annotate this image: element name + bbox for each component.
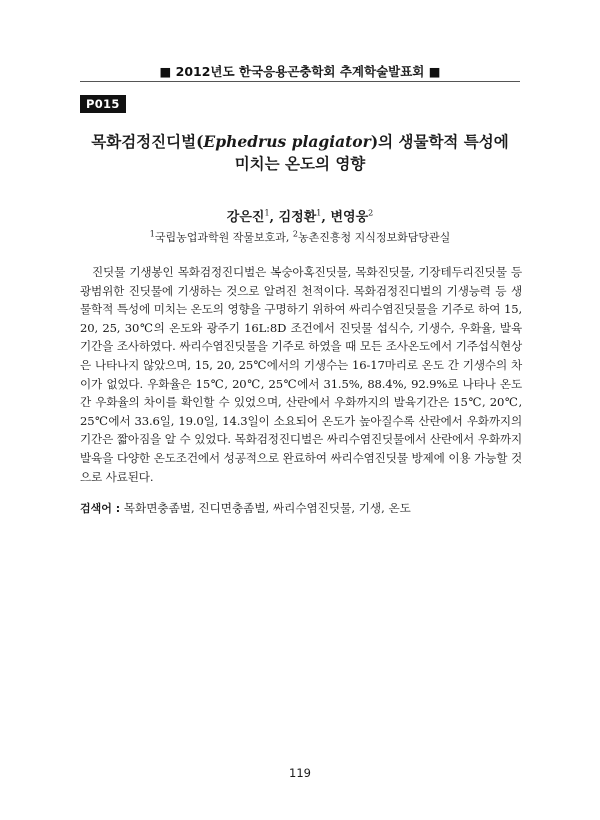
author-affil-mark: 1 xyxy=(264,208,270,218)
page-number: 119 xyxy=(289,766,311,780)
author-separator: , xyxy=(321,210,331,225)
author-affil-mark: 2 xyxy=(368,208,374,218)
affiliation: 농촌진흥청 지식정보화담당관실 xyxy=(297,231,451,244)
paper-title xyxy=(80,131,520,175)
author-affil-mark: 1 xyxy=(316,208,322,218)
poster-id-badge: P015 xyxy=(80,95,126,113)
author-name: 변영웅 xyxy=(330,210,369,225)
title-prefix: 목화검정진디벌( xyxy=(91,132,204,151)
title-suffix: )의 생물학적 특성에 xyxy=(370,132,509,151)
affil-mark: 1 xyxy=(149,229,155,239)
author-name: 김정환 xyxy=(278,210,317,225)
title-line2: 미치는 온도의 영향 xyxy=(234,154,366,173)
author-name: 강은진 xyxy=(226,210,265,225)
author-separator: , xyxy=(269,210,279,225)
affil-mark: 2 xyxy=(292,229,298,239)
header-divider xyxy=(80,81,520,82)
keywords xyxy=(80,500,520,516)
abstract-body: 진딧물 기생봉인 목화검정진디벌은 복숭아혹진딧물, 목화진딧물, 기장테두리진딧물 등 광범위한 진딧물에 기생하는 것으로 알려진 천적이다. 목화검정진디벌의 기생능력 등 생물학적 특성에 미치는 온도의 영향을 구명하기 위하여 싸리수염진딧물을 기주로 하여 15, 20, 25, 30℃의 온도와 광주기 16L:8D 조건에서 진딧물 섭식수, 기생수, 우화율, 발육기간을 조사하였다. 싸리수염진딧물을 기주로 하였을 때 모든 조사온도에서 기주섭식현상은 나타나지 않았으며, 15, 20, 25℃에서의 기생수는 16-17마리로 온도 간 기생수의 차이가 없었다. 우화율은 15℃, 20℃, 25℃에서 31.5%, 88.4%, 92.9%로 나타나 온도 간 우화율의 차이를 확인할 수 있었으며, 산란에서 우화까지의 발육기간은 15℃, 20℃, 25℃에서 33.6일, 19.0일, 14.3일이 소요되어 온도가 높아질수록 산란에서 우화까지의 기간은 짧아짐을 알 수 있었다. 목화검정진디벌은 싸리수염진딧물에서 산란에서 우화까지 발육을 다양한 온도조건에서 성공적으로 완료하여 싸리수염진딧물 방제에 이용 가능할 것으로 사료된다. xyxy=(80,265,522,484)
keywords-label: 검색어 : xyxy=(80,502,121,515)
author-list xyxy=(80,206,520,225)
conference-header: ■ 2012년도 한국응용곤충학회 추계학술발표회 ■ xyxy=(159,64,441,79)
title-species: Ephedrus plagiator xyxy=(203,132,371,151)
affiliation: 국립농업과학원 작물보호과, xyxy=(154,231,293,244)
affiliation-list xyxy=(80,229,520,245)
keywords-text: 목화면충좀벌, 진디면충좀벌, 싸리수염진딧물, 기생, 온도 xyxy=(120,501,411,515)
